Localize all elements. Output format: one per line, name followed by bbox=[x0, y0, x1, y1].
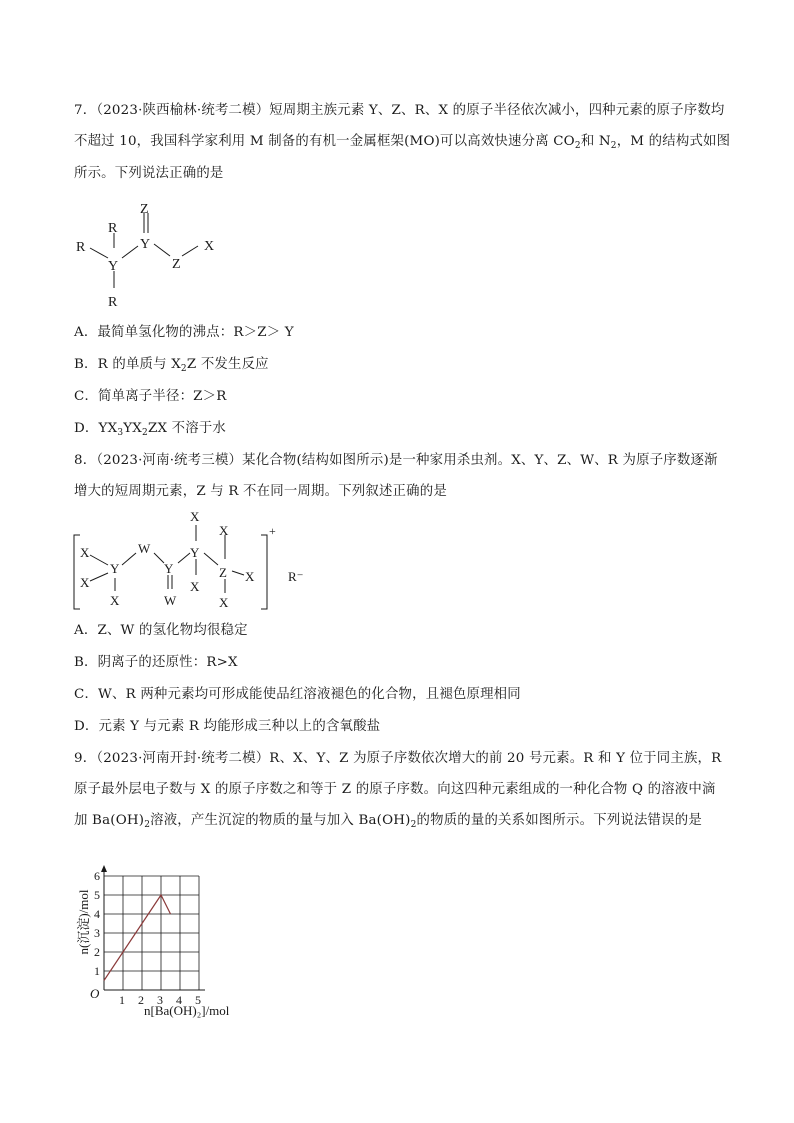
q8-cation-charge: + bbox=[269, 524, 276, 538]
q7-stem-line-2-part-a: 不超过 10，我国科学家利用 M 制备的有机一金属框架(MO)可以高效快速分离 CO bbox=[74, 134, 575, 149]
q8-atom-x-below-y: X bbox=[190, 579, 200, 594]
q7-option-a: A．最简单氢化物的沸点：R＞Z＞ Y bbox=[74, 325, 294, 340]
chart-y-axis-label: n(沉淀)/mol bbox=[76, 889, 91, 955]
q7-atom-y-left: Y bbox=[108, 259, 119, 274]
q7-atom-z-top: Z bbox=[140, 202, 149, 217]
chart-y-tick-label: 4 bbox=[94, 907, 100, 921]
q7-atom-r-top: R bbox=[108, 221, 118, 236]
q8-atom-x-below-z: X bbox=[219, 595, 229, 610]
chart-x-tick-label: 1 bbox=[119, 993, 125, 1007]
q8-anion-label: R⁻ bbox=[288, 569, 304, 584]
q7-atom-r-bottom: R bbox=[108, 295, 118, 310]
q8-atom-w-bottom: W bbox=[164, 593, 177, 608]
q7-stem-line-1: 7．（2023·陕西榆林·统考二模）短周期主族元素 Y、Z、R、X 的原子半径依次减小，四种元素的原子序数均 bbox=[74, 103, 725, 118]
q7-co2-subscript: 2 bbox=[574, 141, 581, 151]
q7-n2-subscript: 2 bbox=[610, 141, 617, 151]
chart-y-tick-label: 5 bbox=[94, 888, 100, 902]
q7-structure-diagram bbox=[70, 198, 230, 310]
q8-atom-x-bottom-left: X bbox=[110, 593, 120, 608]
q8-atom-x-top: X bbox=[190, 509, 200, 524]
q7-atom-z-right: Z bbox=[172, 257, 181, 272]
chart-x-tick-label: 3 bbox=[157, 993, 163, 1007]
q9-stem-line-3 bbox=[74, 812, 702, 830]
q8-option-a: A．Z、W 的氢化物均很稳定 bbox=[74, 623, 248, 638]
q8-stem-line-2: 增大的短周期元素，Z 与 R 不在同一周期。下列叙述正确的是 bbox=[74, 484, 447, 499]
q8-atom-y-middle: Y bbox=[164, 561, 174, 576]
q9-stem-line-3-part-b: 溶液，产生沉淀的物质的量与加入 Ba(OH) bbox=[150, 813, 411, 828]
q8-option-b: B．阴离子的还原性：R>X bbox=[74, 655, 238, 670]
q8-atom-x-right-of-z: X bbox=[245, 569, 255, 584]
chart-origin-label: O bbox=[90, 986, 100, 1001]
q7-option-d-part-a: D．YX bbox=[74, 421, 118, 436]
q7-stem-line-3: 所示。下列说法正确的是 bbox=[74, 166, 224, 181]
q8-atom-y-left: Y bbox=[110, 561, 120, 576]
chart-series bbox=[104, 895, 171, 981]
chart-x-tick-label: 4 bbox=[176, 993, 182, 1007]
q7-atom-r-left: R bbox=[76, 240, 86, 255]
q9-stem-line-1: 9．（2023·河南开封·统考二模）R、X、Y、Z 为原子序数依次增大的前 20 号元素。R 和 Y 位于同主族，R bbox=[74, 751, 722, 766]
chart-y-axis-arrow bbox=[101, 865, 107, 872]
chart-y-tick-label: 6 bbox=[94, 869, 100, 883]
q7-option-b-part-b: Z 不发生反应 bbox=[186, 357, 269, 372]
q8-atom-x-lower-left: X bbox=[80, 575, 90, 590]
q9-stem-line-3-part-c: 的物质的量的关系如图所示。下列说法错误的是 bbox=[416, 813, 702, 828]
q9-baoh2-subscript-2: 2 bbox=[410, 820, 417, 830]
q7-option-b-subscript: 2 bbox=[180, 364, 187, 374]
q7-option-c: C．简单离子半径：Z＞R bbox=[74, 389, 227, 404]
chart-x-axis-label: n[Ba(OH)₂]/mol bbox=[144, 1003, 230, 1018]
q8-stem-line-1: 8．（2023·河南·统考三模）某化合物(结构如图所示)是一种家用杀虫剂。X、Y、Z、W、R 为原子序数逐渐 bbox=[74, 453, 718, 468]
q8-option-c: C．W、R 两种元素均可形成能使品红溶液褪色的化合物，且褪色原理相同 bbox=[74, 687, 521, 702]
q7-atom-y-center: Y bbox=[140, 237, 151, 252]
q7-option-b bbox=[74, 356, 269, 374]
q7-atom-x-right: X bbox=[204, 239, 215, 254]
q9-baoh2-subscript-1: 2 bbox=[144, 820, 151, 830]
q8-atom-y-right: Y bbox=[190, 545, 200, 560]
q8-atom-z: Z bbox=[219, 565, 227, 580]
q9-stem-line-2: 原子最外层电子数与 X 的原子序数之和等于 Z 的原子序数。向这四种元素组成的一种化合物 Q 的溶液中滴 bbox=[74, 782, 716, 797]
q7-stem-line-2 bbox=[74, 133, 730, 151]
q8-option-d: D．元素 Y 与元素 R 均能形成三种以上的含氧酸盐 bbox=[74, 719, 381, 734]
chart-x-tick-label: 2 bbox=[138, 993, 144, 1007]
chart-tick-labels bbox=[94, 869, 201, 1007]
q7-option-d bbox=[74, 420, 226, 438]
q7-stem-line-2-part-c: ，M 的结构式如图 bbox=[616, 134, 731, 149]
q8-atom-w-bridge: W bbox=[138, 541, 151, 556]
q7-option-d-subscript-2: 2 bbox=[142, 428, 148, 438]
q9-stem-line-3-part-a: 加 Ba(OH) bbox=[74, 813, 145, 828]
q8-atom-x-upper-left: X bbox=[80, 545, 90, 560]
q7-option-b-part-a: B．R 的单质与 X bbox=[74, 357, 181, 372]
q7-option-d-part-b: YX bbox=[123, 421, 143, 436]
chart-y-tick-label: 3 bbox=[94, 926, 100, 940]
chart-y-tick-label: 1 bbox=[94, 964, 100, 978]
q8-structure-diagram bbox=[70, 505, 320, 615]
q7-option-d-subscript-1: 3 bbox=[117, 428, 124, 438]
chart-series-line bbox=[104, 895, 171, 981]
chart-x-tick-label: 5 bbox=[195, 993, 201, 1007]
q9-precipitate-chart bbox=[70, 838, 270, 1023]
q7-option-d-part-c: ZX 不溶于水 bbox=[147, 421, 227, 436]
chart-y-tick-label: 2 bbox=[94, 945, 100, 959]
q7-stem-line-2-part-b: 和 N bbox=[580, 134, 611, 149]
chart-grid bbox=[104, 876, 199, 990]
q8-atom-x-above-z: X bbox=[219, 523, 229, 538]
